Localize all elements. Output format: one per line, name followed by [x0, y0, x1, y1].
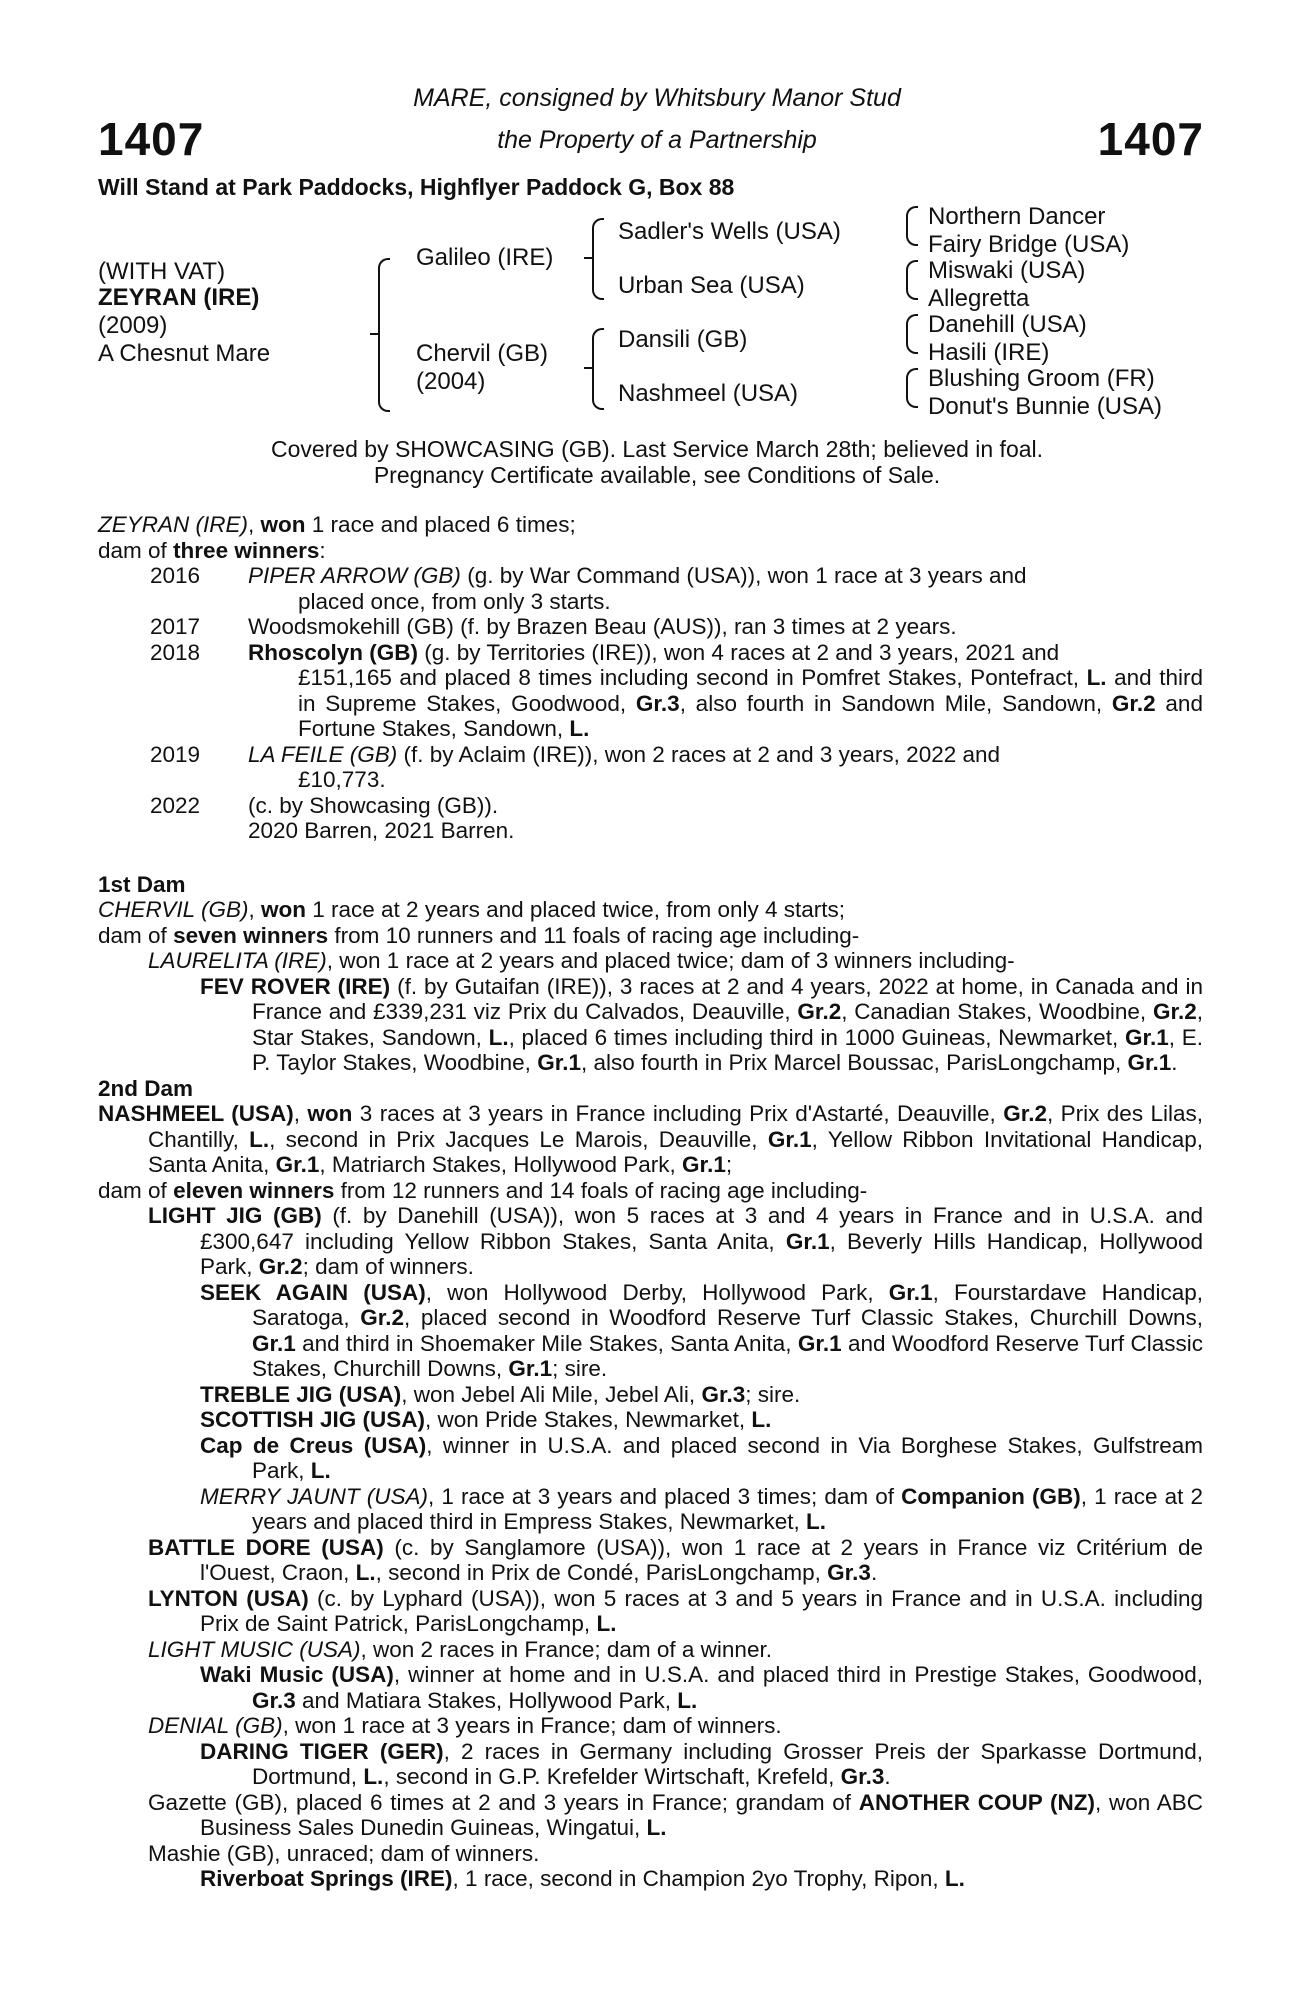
cap-de-creus-entry: Cap de Creus (USA), winner in U.S.A. and placed second in Via Borghese Stakes, Gulfstream Park, L.	[200, 1432, 1203, 1483]
light-music-entry: LIGHT MUSIC (USA), won 2 races in France; dam of a winner.	[148, 1636, 772, 1662]
ped-dss: Danehill (USA)	[928, 311, 1087, 338]
first-dam-heading: 1st Dam	[98, 871, 186, 897]
treble-jig-entry: TREBLE JIG (USA), won Jebel Ali Mile, Jebel Ali, Gr.3; sire.	[200, 1381, 801, 1407]
gazette-entry: Gazette (GB), placed 6 times at 2 and 3 years in France; grandam of ANOTHER COUP (NZ), won ABC Business Sales Dunedin Guineas, Wingatui, L.	[148, 1789, 1203, 1840]
pedigree-brace-sire	[592, 218, 604, 300]
dam-year: (2004)	[416, 368, 486, 395]
dam-name: Chervil (GB)	[416, 340, 549, 367]
property-line: the Property of a Partnership	[497, 126, 817, 154]
produce-2017: 2017 Woodsmokehill (GB) (f. by Brazen Beau (AUS)), ran 3 times at 2 years.	[150, 614, 957, 639]
pedigree-brace-dam-point	[584, 367, 592, 369]
first-dam-produce: dam of seven winners from 10 runners and 11 foals of racing age including-	[98, 922, 860, 948]
produce-dam-of: dam of three winners:	[98, 537, 326, 563]
scottish-jig-entry: SCOTTISH JIG (USA), won Pride Stakes, Newmarket, L.	[200, 1407, 772, 1432]
ped-dsd: Hasili (IRE)	[928, 339, 1050, 366]
waki-music-entry: Waki Music (USA), winner at home and in U.S.A. and placed third in Prestige Stakes, Goodwood, Gr.3 and Matiara Stakes, Hollywood Park, L.	[200, 1662, 1204, 1713]
light-jig-entry: LIGHT JIG (GB) (f. by Danehill (USA)), won 5 races at 3 and 4 years in France and in U.S.A. and £300,647 including Yellow Ribbon Stakes, Santa Anita, Gr.1, Beverly Hills Handicap, Hollywood Park, Gr.2; dam of winners.	[148, 1203, 1203, 1279]
pedigree-brace-1	[906, 206, 918, 246]
second-dam-produce: dam of eleven winners from 12 runners and 14 foals of racing age including-	[98, 1177, 868, 1203]
ped-dds: Blushing Groom (FR)	[928, 365, 1155, 392]
produce-2018: 2018 Rhoscolyn (GB) (g. by Territories (IRE)), won 4 races at 2 and 3 years, 2021 and £151,165 and placed 8 times including second in Pomfret Stakes, Pontefract, L. and third in Supreme Stakes, Goodwood, Gr.3, also fourth in Sandown Mile, Sandown, Gr.2 and Fortune Stakes, Sandown, L.	[150, 639, 1203, 741]
second-dam-heading: 2nd Dam	[98, 1075, 194, 1101]
seek-again-entry: SEEK AGAIN (USA), won Hollywood Derby, Hollywood Park, Gr.1, Fourstardave Handicap, Saratoga, Gr.2, placed second in Woodford Reserve Turf Classic Stakes, Churchill Downs, Gr.1 and third in Shoemaker Mile Stakes, Santa Anita, Gr.1 and Woodford Reserve Turf Classic Stakes, Churchill Downs, Gr.1; sire.	[200, 1279, 1203, 1381]
pedigree-brace-sire-point	[584, 257, 592, 259]
horse-name: ZEYRAN (IRE)	[98, 284, 260, 311]
mashie-entry: Mashie (GB), unraced; dam of winners.	[148, 1840, 540, 1866]
lynton-entry: LYNTON (USA) (c. by Lyphard (USA)), won 5 races at 3 and 5 years in France and in U.S.A. including Prix de Saint Patrick, ParisLongchamp, L.	[148, 1585, 1203, 1636]
dam-dam: Nashmeel (USA)	[618, 380, 799, 407]
pedigree-brace-4	[906, 368, 918, 408]
ped-ssd: Fairy Bridge (USA)	[928, 231, 1130, 258]
lot-number-left: 1407	[98, 113, 205, 165]
pedigree-brace-main	[378, 258, 390, 412]
produce-2022: 2022 (c. by Showcasing (GB)). 2020 Barren, 2021 Barren.	[150, 792, 515, 843]
lot-number-right: 1407	[1097, 113, 1204, 165]
horse-description: A Chesnut Mare	[98, 340, 271, 367]
denial-entry: DENIAL (GB), won 1 race at 3 years in France; dam of winners.	[148, 1713, 782, 1738]
pedigree-brace-dam	[592, 328, 604, 410]
dam-sire: Dansili (GB)	[618, 326, 748, 353]
ped-sdd: Allegretta	[928, 285, 1030, 312]
pregnancy-line: Pregnancy Certificate available, see Conditions of Sale.	[373, 462, 941, 488]
consignor-line: MARE, consigned by Whitsbury Manor Stud	[413, 84, 901, 112]
sire-dam: Urban Sea (USA)	[618, 272, 805, 299]
stand-location: Will Stand at Park Paddocks, Highflyer Paddock G, Box 88	[98, 174, 735, 200]
first-dam-line: CHERVIL (GB), won 1 race at 2 years and placed twice, from only 4 starts;	[98, 897, 845, 922]
pedigree-brace-2	[906, 260, 918, 300]
pedigree-brace-3	[906, 314, 918, 354]
daring-tiger-entry: DARING TIGER (GER), 2 races in Germany including Grosser Preis der Sparkasse Dortmund, Dortmund, L., second in G.P. Krefelder Wirtschaft, Krefeld, Gr.3.	[200, 1738, 1203, 1789]
vat-label: (WITH VAT)	[98, 258, 226, 285]
battle-dore-entry: BATTLE DORE (USA) (c. by Sanglamore (USA)), won 1 race at 2 years in France viz Critérium de l'Ouest, Craon, L., second in Prix de Condé, ParisLongchamp, Gr.3.	[148, 1534, 1203, 1585]
merry-jaunt-entry: MERRY JAUNT (USA), 1 race at 3 years and placed 3 times; dam of Companion (GB), 1 race at 2 years and placed third in Empress Stakes, Newmarket, L.	[200, 1483, 1203, 1534]
ped-sss: Northern Dancer	[928, 203, 1106, 230]
riverboat-springs-entry: Riverboat Springs (IRE), 1 race, second in Champion 2yo Trophy, Ripon, L.	[200, 1866, 965, 1891]
catalogue-body	[98, 512, 1203, 1892]
sire-name: Galileo (IRE)	[416, 244, 554, 271]
ped-ddd: Donut's Bunnie (USA)	[928, 393, 1163, 420]
horse-year: (2009)	[98, 312, 168, 339]
sire-sire: Sadler's Wells (USA)	[618, 218, 841, 245]
laurelita-entry: LAURELITA (IRE), won 1 race at 2 years and placed twice; dam of 3 winners including-	[148, 948, 1015, 973]
produce-2019: 2019 LA FEILE (GB) (f. by Aclaim (IRE)), won 2 races at 2 and 3 years, 2022 and £10,773.	[150, 741, 1001, 792]
ped-sds: Miswaki (USA)	[928, 257, 1086, 284]
pedigree-brace-main-point	[370, 333, 378, 335]
covered-line: Covered by SHOWCASING (GB). Last Service March 28th; believed in foal.	[270, 436, 1044, 462]
produce-intro: ZEYRAN (IRE), won 1 race and placed 6 times;	[98, 512, 576, 537]
fev-rover-entry: FEV ROVER (IRE) (f. by Gutaifan (IRE)), 3 races at 2 and 4 years, 2022 at home, in Canada and in France and £339,231 viz Prix du Calvados, Deauville, Gr.2, Canadian Stakes, Woodbine, Gr.2, Star Stakes, Sandown, L., placed 6 times including third in 1000 Guineas, Newmarket, Gr.1, E. P. Taylor Stakes, Woodbine, Gr.1, also fourth in Prix Marcel Boussac, ParisLongchamp, Gr.1.	[200, 973, 1203, 1075]
produce-2016: 2016 PIPER ARROW (GB) (g. by War Command (USA)), won 1 race at 3 years and placed once, from only 3 starts.	[150, 563, 1027, 614]
second-dam-line: NASHMEEL (USA), won 3 races at 3 years in France including Prix d'Astarté, Deauville, Gr.2, Prix des Lilas, Chantilly, L., second in Prix Jacques Le Marois, Deauville, Gr.1, Yellow Ribbon Invitational Handicap, Santa Anita, Gr.1, Matriarch Stakes, Hollywood Park, Gr.1;	[98, 1101, 1203, 1177]
